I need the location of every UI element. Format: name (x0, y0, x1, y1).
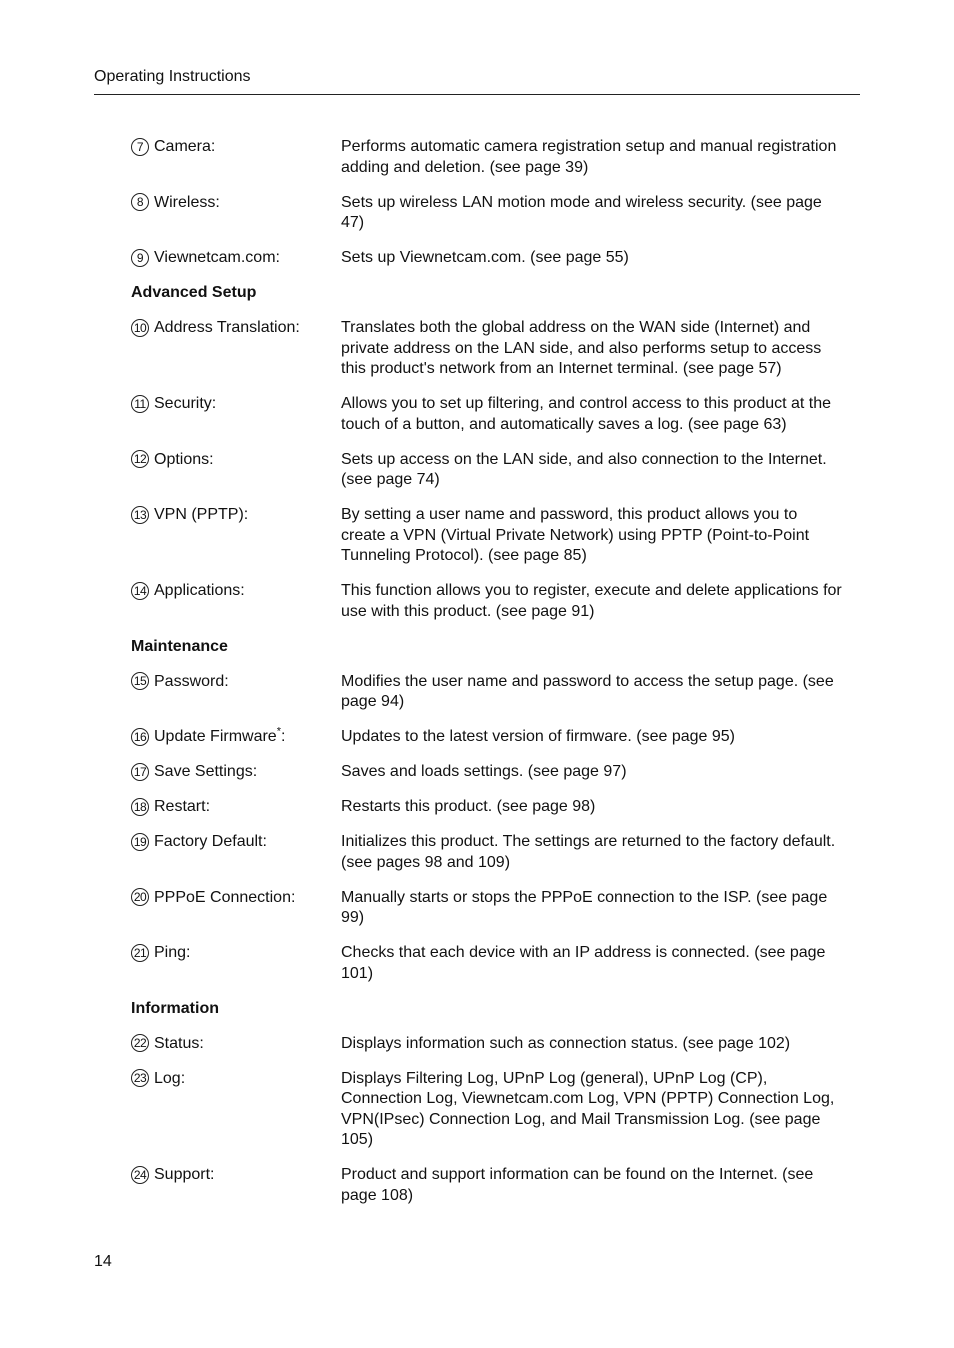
definition-term (131, 762, 341, 783)
term-label (154, 832, 267, 853)
definition-row (131, 193, 843, 234)
term-text: Save Settings: (154, 763, 258, 780)
definition-row (131, 505, 843, 567)
definition-term (131, 248, 341, 269)
term-text: Password: (154, 672, 229, 690)
definition-row (131, 1165, 843, 1206)
term-text: Options: (154, 450, 214, 468)
definition-term (131, 672, 341, 713)
definition-row (131, 318, 843, 380)
header-divider (94, 94, 860, 95)
term-label (154, 137, 215, 158)
term-label (154, 581, 245, 602)
definition-row (131, 450, 843, 491)
circled-number: 22 (131, 1034, 149, 1052)
definition-description: Checks that each device with an IP address is connected. (see page 101) (341, 944, 826, 982)
term-label (154, 193, 220, 214)
definition-term (131, 1165, 341, 1206)
definition-row (131, 797, 843, 818)
circled-number: 8 (131, 193, 149, 211)
definition-description: Displays Filtering Log, UPnP Log (general), UPnP Log (CP), Connection Log, Viewnetcam.com Log, VPN (PPTP) Connection Log, VPN(IPsec) Connection Log, and Mail Transmission Log. (see page 105) (341, 1069, 835, 1148)
term-text: Security: (154, 395, 217, 412)
circled-number: 16 (131, 728, 149, 746)
definition-description: Displays information such as connection status. (see page 102) (341, 1034, 791, 1052)
term-label (154, 672, 229, 693)
definition-term (131, 727, 341, 748)
definition-row (131, 1034, 843, 1055)
term-text: Log: (154, 1069, 186, 1087)
circled-number: 20 (131, 888, 149, 906)
definition-description: Modifies the user name and password to access the setup page. (see page 94) (341, 672, 834, 710)
definition-row (131, 394, 843, 435)
definition-term (131, 394, 341, 435)
definition-term (131, 1069, 341, 1151)
term-label (154, 318, 300, 339)
term-text: Camera: (154, 138, 216, 155)
definition-row (131, 248, 843, 269)
circled-number: 23 (131, 1069, 149, 1087)
term-text: Support: (154, 1166, 215, 1183)
circled-number: 19 (131, 833, 149, 851)
definition-description: Manually starts or stops the PPPoE connection to the ISP. (see page 99) (341, 888, 828, 926)
circled-number: 21 (131, 944, 149, 962)
circled-number: 10 (131, 319, 149, 337)
term-label (154, 1034, 204, 1055)
term-text: Viewnetcam.com: (154, 249, 280, 266)
section-heading: Advanced Setup (131, 284, 257, 301)
definition-row (131, 727, 843, 748)
term-label (154, 943, 190, 964)
definition-term (131, 581, 341, 622)
definition-term (131, 137, 341, 178)
term-label (154, 797, 210, 818)
definition-row (131, 762, 843, 783)
term-text: VPN (PPTP): (154, 506, 249, 523)
footnote-marker: * (276, 725, 281, 738)
term-label (154, 1069, 185, 1090)
definition-description: Allows you to set up filtering, and control access to this product at the touch of a button, and automatically saves a log. (see page 63) (341, 395, 832, 433)
circled-number: 14 (131, 582, 149, 600)
term-label (154, 727, 285, 748)
section-heading: Maintenance (131, 637, 228, 655)
definition-description: Sets up wireless LAN motion mode and wireless security. (see page 47) (341, 193, 822, 231)
definition-term (131, 888, 341, 929)
definition-term (131, 318, 341, 380)
term-label (154, 394, 216, 415)
definition-term (131, 193, 341, 234)
circled-number: 9 (131, 249, 149, 267)
circled-number: 11 (131, 395, 149, 413)
term-text: Ping: (154, 944, 191, 961)
definition-row (131, 832, 843, 873)
definition-description: This function allows you to register, execute and delete applications for use with this product. (see page 91) (341, 582, 842, 620)
page-number: 14 (94, 1253, 112, 1270)
definition-term (131, 1034, 341, 1055)
definition-term (131, 797, 341, 818)
term-label (154, 248, 280, 269)
definition-description: By setting a user name and password, this product allows you to create a VPN (Virtual Private Network) using PPTP (Point-to-Point Tunneling Protocol). (see page 85) (341, 506, 810, 564)
term-text: Address Translation: (154, 319, 300, 336)
definition-term (131, 505, 341, 567)
definition-description: Performs automatic camera registration setup and manual registration adding and deletion. (see page 39) (341, 138, 837, 176)
definition-description: Sets up access on the LAN side, and also connection to the Internet. (see page 74) (341, 450, 827, 488)
definition-row (131, 137, 843, 178)
term-text: Status: (154, 1034, 204, 1052)
definition-row (131, 672, 843, 713)
term-label (154, 762, 257, 783)
term-label (154, 450, 214, 471)
term-text: Update Firmware (154, 728, 277, 745)
circled-number: 18 (131, 798, 149, 816)
circled-number: 7 (131, 138, 149, 156)
term-text: Wireless: (154, 193, 220, 211)
circled-number: 12 (131, 450, 149, 468)
term-text: Restart: (154, 798, 211, 815)
definition-description: Sets up Viewnetcam.com. (see page 55) (341, 249, 629, 266)
term-suffix: : (280, 728, 286, 745)
definition-term (131, 943, 341, 984)
definition-description: Updates to the latest version of firmware. (see page 95) (341, 728, 735, 745)
circled-number: 13 (131, 506, 149, 524)
section-heading: Information (131, 999, 219, 1017)
circled-number: 24 (131, 1166, 149, 1184)
definition-description: Saves and loads settings. (see page 97) (341, 763, 627, 780)
definition-row (131, 888, 843, 929)
term-text: PPPoE Connection: (154, 888, 296, 906)
definition-row (131, 581, 843, 622)
term-label (154, 888, 295, 909)
definition-row (131, 1069, 843, 1151)
term-label (154, 505, 248, 526)
circled-number: 15 (131, 672, 149, 690)
definition-description: Restarts this product. (see page 98) (341, 798, 596, 815)
definition-term (131, 832, 341, 873)
definition-description: Product and support information can be found on the Internet. (see page 108) (341, 1166, 814, 1204)
definition-description: Initializes this product. The settings are returned to the factory default. (see pages 98 and 109) (341, 833, 836, 871)
circled-number: 17 (131, 763, 149, 781)
term-label (154, 1165, 214, 1186)
definition-list (131, 137, 843, 1221)
page-header-title: Operating Instructions (94, 68, 251, 85)
definition-term (131, 450, 341, 491)
definition-description: Translates both the global address on the WAN side (Internet) and private address on the LAN side, and also performs setup to access this product's network from an Internet terminal. (see page 57) (341, 319, 822, 377)
definition-row (131, 943, 843, 984)
term-text: Factory Default: (154, 833, 267, 850)
term-text: Applications: (154, 582, 245, 599)
